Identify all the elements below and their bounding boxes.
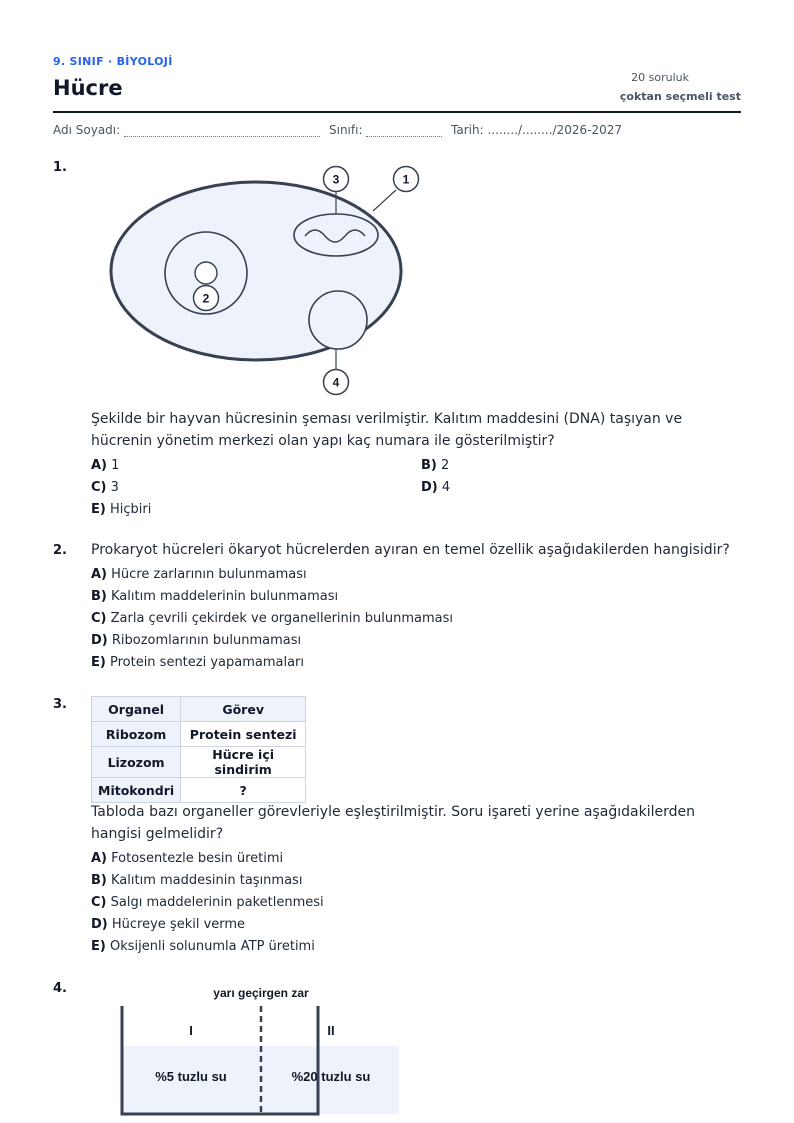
option-text: Oksijenli solunumla ATP üretimi xyxy=(109,939,315,954)
option-e[interactable] xyxy=(91,655,304,670)
option-letter: B) xyxy=(91,589,107,604)
table-row xyxy=(92,747,306,778)
nucleolus xyxy=(195,262,217,284)
vacuole xyxy=(309,291,367,349)
option-b[interactable] xyxy=(421,458,449,473)
option-text: 1 xyxy=(111,458,120,473)
option-letter: A) xyxy=(91,567,108,582)
test-type: çoktan seçmeli test xyxy=(619,90,741,103)
option-text: Hiçbiri xyxy=(109,502,152,517)
option-text: Kalıtım maddesinin taşınması xyxy=(111,873,303,888)
option-e[interactable] xyxy=(91,939,315,954)
animal-cell-diagram xyxy=(100,160,430,400)
table-header: Görev xyxy=(181,697,306,722)
table-header-row xyxy=(92,697,306,722)
option-letter: D) xyxy=(91,633,108,648)
subject-label: 9. SINIF · BİYOLOJİ xyxy=(53,55,173,68)
date-label: Tarih: xyxy=(451,123,484,137)
membrane-label: yarı geçirgen zar xyxy=(213,986,309,1000)
option-c[interactable] xyxy=(91,895,324,910)
option-letter: B) xyxy=(91,873,107,888)
option-letter: D) xyxy=(421,480,438,495)
question-number: 3. xyxy=(53,697,67,712)
table-cell: ? xyxy=(181,778,306,803)
question-count: 20 soruluk xyxy=(631,71,689,84)
option-text: 2 xyxy=(441,458,450,473)
option-letter: A) xyxy=(91,458,108,473)
option-letter: C) xyxy=(91,480,107,495)
table-cell: Protein sentezi xyxy=(181,722,306,747)
question-stem: Tabloda bazı organeller görevleriyle eşleştirilmiştir. Soru işareti yerine aşağıdakilerden hangisi gelmelidir? xyxy=(91,804,695,842)
page-title: Hücre xyxy=(53,76,123,100)
date-field[interactable] xyxy=(451,123,622,137)
callout-label-4: 4 xyxy=(332,375,340,390)
option-d[interactable] xyxy=(421,480,450,495)
callout-line-1 xyxy=(373,190,396,211)
option-text: Hücre zarlarının bulunmaması xyxy=(111,567,307,582)
callout-label-2: 2 xyxy=(202,291,210,306)
option-c[interactable] xyxy=(91,480,119,495)
option-text: Ribozomlarının bulunmaması xyxy=(111,633,302,648)
option-text: Salgı maddelerinin paketlenmesi xyxy=(110,895,324,910)
left-solution-label: %5 tuzlu su xyxy=(155,1069,227,1084)
question-stem: Şekilde bir hayvan hücresinin şeması verilmiştir. Kalıtım maddesini (DNA) taşıyan ve hücrenin yönetim merkezi olan yapı kaç numara ile gösterilmiştir? xyxy=(91,411,683,449)
option-text: Hücreye şekil verme xyxy=(111,917,246,932)
option-e[interactable] xyxy=(91,502,151,517)
option-b[interactable] xyxy=(91,873,302,888)
option-letter: C) xyxy=(91,895,107,910)
option-a[interactable] xyxy=(91,458,119,473)
table-cell: Hücre içi sindirim xyxy=(181,747,306,778)
option-a[interactable] xyxy=(91,567,307,582)
class-blank xyxy=(366,124,442,137)
callout-label-1: 1 xyxy=(402,172,410,187)
option-letter: D) xyxy=(91,917,108,932)
name-blank xyxy=(124,124,320,137)
question-number: 1. xyxy=(53,160,67,175)
question-stem: Prokaryot hücreleri ökaryot hücrelerden ayıran en temel özellik aşağıdakilerden hangisidir? xyxy=(91,542,730,558)
option-letter: C) xyxy=(91,611,107,626)
option-letter: B) xyxy=(421,458,437,473)
option-text: 4 xyxy=(441,480,451,495)
organelle-table xyxy=(91,696,306,803)
table-row xyxy=(92,778,306,803)
option-a[interactable] xyxy=(91,851,283,866)
option-c[interactable] xyxy=(91,611,453,626)
option-text: Protein sentezi yapamamaları xyxy=(109,655,305,670)
side-label-ii: II xyxy=(327,1023,335,1038)
option-text: Zarla çevrili çekirdek ve organellerinin bulunmaması xyxy=(110,611,453,626)
option-letter: E) xyxy=(91,502,106,517)
callout-label-3: 3 xyxy=(332,172,340,187)
table-cell: Lizozom xyxy=(92,747,181,778)
option-d[interactable] xyxy=(91,917,245,932)
option-d[interactable] xyxy=(91,633,301,648)
date-value: ......../......../2026-2027 xyxy=(487,123,622,137)
osmosis-container-diagram xyxy=(110,980,410,1120)
question-number: 4. xyxy=(53,981,67,996)
question-number: 2. xyxy=(53,543,67,558)
class-field[interactable] xyxy=(329,123,442,137)
option-text: Fotosentezle besin üretimi xyxy=(111,851,284,866)
side-label-i: I xyxy=(189,1023,193,1038)
table-cell: Mitokondri xyxy=(92,778,181,803)
table-row xyxy=(92,722,306,747)
option-text: 3 xyxy=(110,480,119,495)
table-header: Organel xyxy=(92,697,181,722)
option-letter: A) xyxy=(91,851,108,866)
table-cell: Ribozom xyxy=(92,722,181,747)
option-b[interactable] xyxy=(91,589,338,604)
option-text: Kalıtım maddelerinin bulunmaması xyxy=(111,589,339,604)
right-solution-label: %20 tuzlu su xyxy=(291,1069,371,1084)
header-divider xyxy=(53,111,741,113)
option-letter: E) xyxy=(91,939,106,954)
class-label: Sınıfı: xyxy=(329,123,363,137)
name-field[interactable] xyxy=(53,123,320,137)
name-label: Adı Soyadı: xyxy=(53,123,121,137)
option-letter: E) xyxy=(91,655,106,670)
